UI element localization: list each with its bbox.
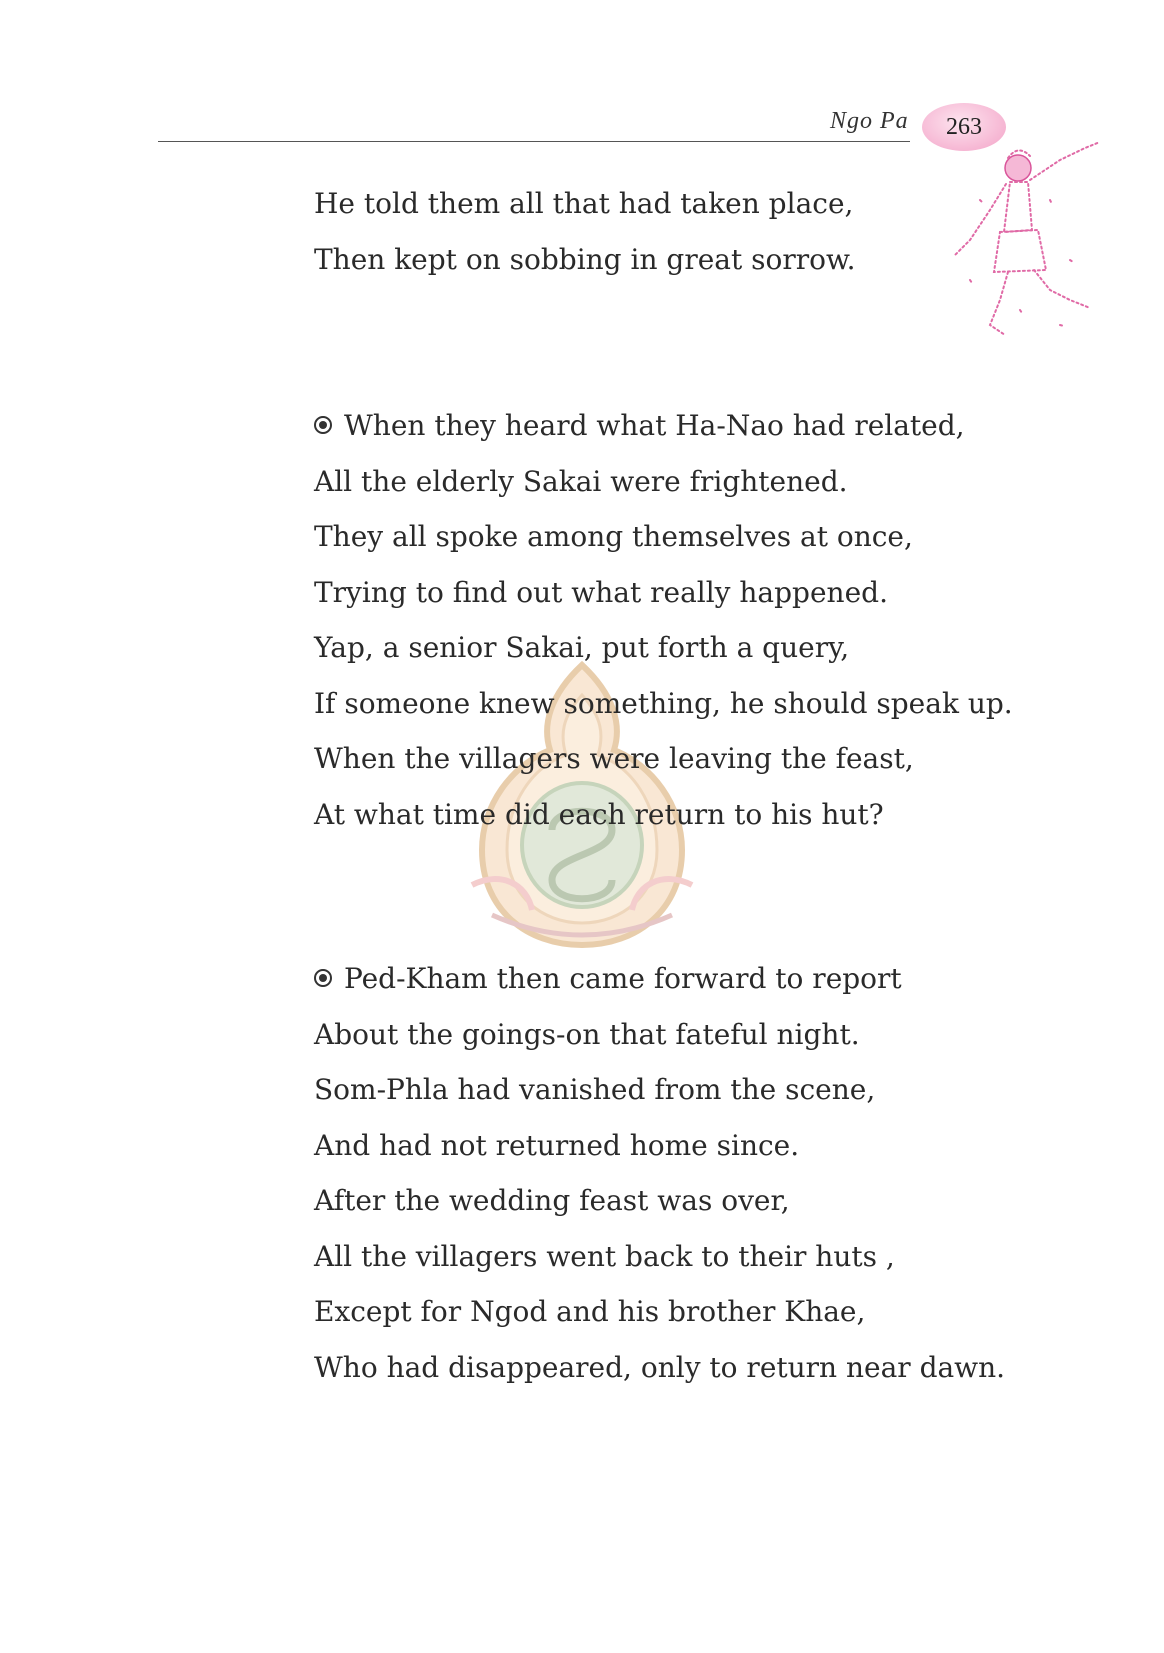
poem-line: Som-Phla had vanished from the scene,: [314, 1073, 876, 1106]
stanza-bullet-icon: [314, 416, 332, 434]
poem-line: And had not returned home since.: [314, 1128, 800, 1162]
poem-line: [314, 951, 1014, 1007]
poem-line: Trying to find out what really happened.: [314, 575, 888, 609]
poem-line: Who had disappeared, only to return near dawn.: [314, 1350, 1006, 1384]
poem-line: Then kept on sobbing in great sorrow.: [314, 242, 856, 276]
poem-line: When the villagers were leaving the feast,: [314, 742, 914, 775]
running-title: Ngo Pa: [830, 108, 909, 134]
poem-line: About the goings-on that fateful night.: [314, 1017, 860, 1051]
poem-line: Except for Ngod and his brother Khae,: [314, 1295, 866, 1328]
poem-line: [314, 398, 1014, 454]
page-number: 263: [946, 113, 982, 140]
poem-line: After the wedding feast was over,: [314, 1184, 790, 1217]
poem-line: All the villagers went back to their huts ,: [314, 1239, 895, 1273]
poem-line: All the elderly Sakai were frightened.: [314, 464, 848, 498]
poem-line-text: Ped-Kham then came forward to report: [344, 962, 902, 995]
poem-line: At what time did each return to his hut?: [314, 797, 884, 831]
poem-line: They all spoke among themselves at once,: [314, 520, 913, 553]
stanza-bullet-icon: [314, 969, 332, 987]
stanza-1: [314, 176, 1014, 287]
poem-line-text: When they heard what Ha-Nao had related,: [344, 409, 965, 442]
header-rule: [158, 141, 910, 142]
poem-line: If someone knew something, he should speak up.: [314, 686, 1013, 720]
stanza-2: [314, 398, 1014, 842]
stanza-3: [314, 951, 1014, 1395]
poem-line: Yap, a senior Sakai, put forth a query,: [314, 631, 850, 664]
poem-line: He told them all that had taken place,: [314, 187, 854, 220]
